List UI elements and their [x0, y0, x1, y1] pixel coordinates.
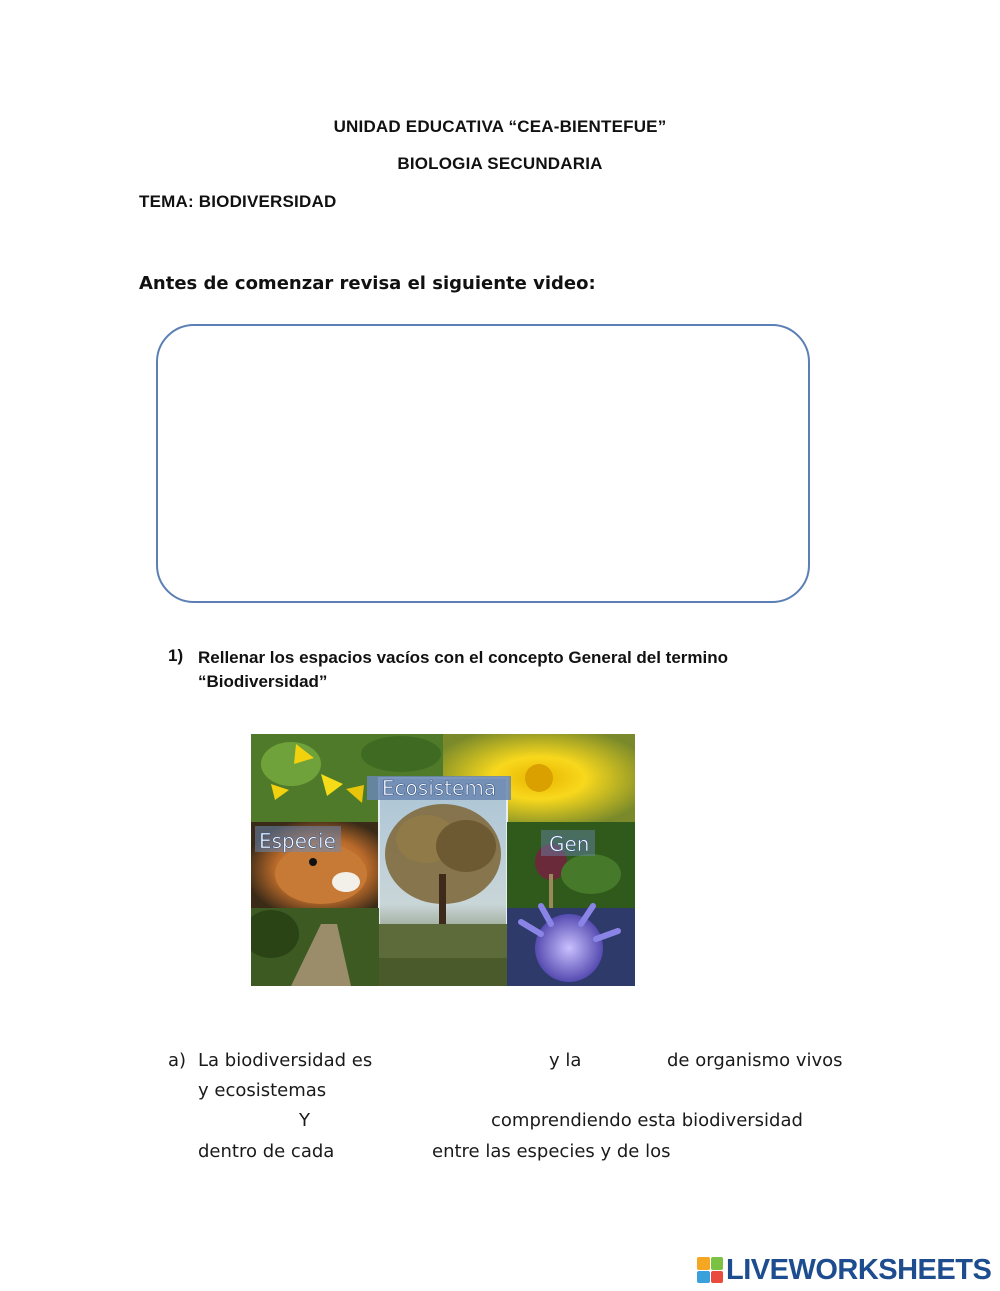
exercise-text-l4a: dentro de cada — [198, 1141, 335, 1162]
question-number: 1) — [168, 646, 184, 665]
gen-label: Gen — [549, 832, 590, 856]
brand-name: LIVEWORKSHEETS — [726, 1253, 992, 1286]
exercise-text-l2: y ecosistemas — [198, 1080, 327, 1101]
video-embed[interactable] — [156, 324, 810, 603]
biodiversity-collage-image — [251, 734, 635, 986]
school-title: UNIDAD EDUCATIVA “CEA-BIENTEFUE” — [333, 117, 667, 136]
topic-title: TEMA: BIODIVERSIDAD — [139, 192, 337, 211]
exercise-text-l1c: de organismo vivos — [667, 1050, 843, 1071]
ecosistema-label: Ecosistema — [381, 776, 497, 800]
intro-text: Antes de comenzar revisa el siguiente video: — [139, 273, 596, 294]
exercise-text-l1b: y la — [549, 1050, 582, 1071]
exercise-text-l3a: Y — [299, 1110, 310, 1131]
question-line-2: “Biodiversidad” — [198, 672, 328, 691]
logo-squares-icon — [697, 1257, 723, 1283]
question-text — [198, 646, 838, 694]
question-line-1: Rellenar los espacios vacíos con el concepto General del termino — [198, 648, 729, 667]
exercise-text-l4b: entre las especies y de los — [432, 1141, 671, 1162]
subject-title: BIOLOGIA SECUNDARIA — [397, 154, 603, 173]
exercise-marker: a) — [168, 1050, 187, 1071]
exercise-text-l3b: comprendiendo esta biodiversidad — [491, 1110, 803, 1131]
especie-label: Especie — [259, 829, 336, 853]
exercise-text-l1a: La biodiversidad es — [198, 1050, 373, 1071]
liveworksheets-logo — [697, 1255, 991, 1285]
